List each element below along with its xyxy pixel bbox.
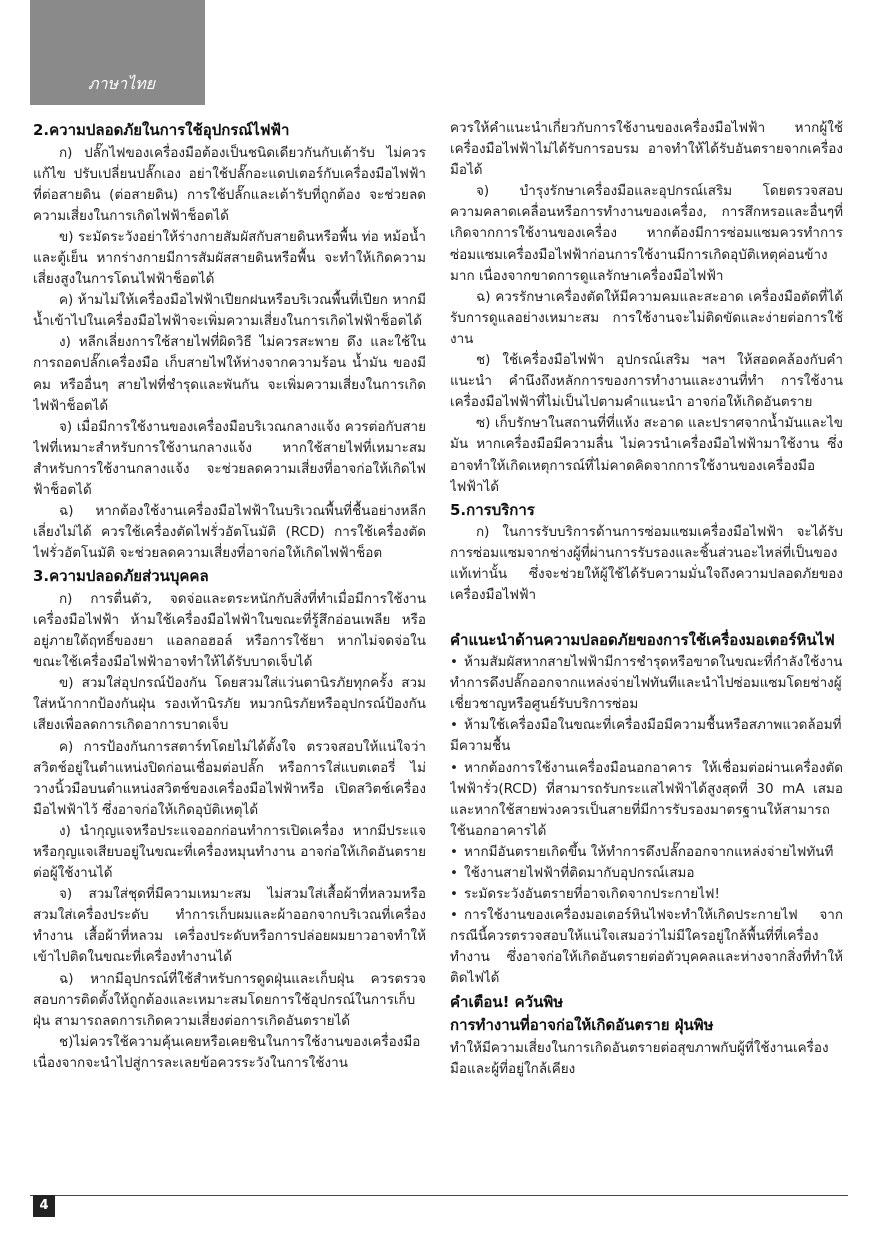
section3-item-d: ง) นำกุญแจหรือประแจออกก่อนทำการเปิดเครื่อง หากมีประแจหรือกุญแจเสียบอยู่ในขณะที่เครื่องหมุนทำงาน อาจก่อให้เกิดอันตรายต่อผู้ใช้งานได้ [33,822,426,882]
section2-item-a: ก) ปลั๊กไฟของเครื่องมือต้องเป็นชนิดเดียวกันกับเต้ารับ ไม่ควรแก้ไข ปรับเปลี่ยนปลั๊กเอง อย่าใช้ปลั๊กอะแดปเตอร์กับเครื่องมือไฟฟ้าที่ต่อสายดิน (ต่อสายดิน) การใช้ปลั๊กและเต้ารับที่ถูกต้อง จะช่วยลดความเสี่ยงในการเกิดไฟฟ้าช็อตได้ [33,144,426,224]
bullet-icon: • [450,865,458,881]
section2-title: 2.ความปลอดภัยในการใช้อุปกรณ์ไฟฟ้า [33,121,290,139]
bullet-item: • ห้ามใช้เครื่องมือในขณะที่เครื่องมือมีความชื้นหรือสภาพแวดล้อมที่มีความชื้น [450,717,842,755]
section5-item-a: ก) ในการรับบริการด้านการซ่อมแซมเครื่องมือไฟฟ้า จะได้รับการซ่อมแซมจากช่างผู้ที่ผ่านการรับรองและชิ้นส่วนอะไหล่ที่เป็นของแท้เท่านั้น ซึ่งจะช่วยให้ผู้ใช้ได้รับความมั่นใจถึงความปลอดภัยของเครื่องมือไฟฟ้า [450,524,843,604]
section2-item-c: ค) ห้ามไม่ให้เครื่องมือไฟฟ้าเปียกฝนหรือบริเวณพื้นที่เปียก หากมีน้ำเข้าไปในเครื่องมือไฟฟ้าจะเพิ่มความเสี่ยงในการเกิดไฟฟ้าช็อตได้ [33,292,426,330]
section4-item-h: ซ) เก็บรักษาในสถานที่ที่แห้ง สะอาด และปราศจากน้ำมันและไขมัน หากเครื่องมือมีความลื่น ไม่ควรนำเครื่องมือไฟฟ้ามาใช้งาน ซึ่งอาจทำให้เกิดเหตุการณ์ที่ไม่คาดคิดจากการใช้งานของเครื่องมือไฟฟ้าได้ [450,415,843,495]
section2-item-d: ง) หลีกเลี่ยงการใช้สายไฟที่ผิดวิธี ไม่ควรสะพาย ดึง และใช้ในการถอดปลั๊กเครื่องมือ เก็บสายไฟให้ห่างจากความร้อน น้ำมัน ของมีคม หรืออื่นๆ สายไฟที่ชำรุดและพันกัน จะเพิ่มความเสี่ยงในการเกิดไฟฟ้าช็อตได้ [33,334,426,414]
bullet-item: • หากมีอันตรายเกิดขึ้น ให้ทำการดึงปลั๊กออกจากแหล่งจ่ายไฟทันที [450,842,843,863]
bullet-icon: • [450,907,458,924]
hazard-text: ทำให้มีความเสี่ยงในการเกิดอันตรายต่อสุขภาพกับผู้ที่ใช้งานเครื่องมือและผู้ที่อยู่ใกล้เคียง [450,1039,829,1077]
section3-item-c: ค) การป้องกันการสตาร์ทโดยไม่ได้ตั้งใจ ตรวจสอบให้แน่ใจว่าสวิตช์อยู่ในตำแหน่งปิดก่อนเชื่อมต่อปลั๊ก หรือการใส่แบตเตอรี่ ไม่วางนิ้วมือบนตำแหน่งสวิตช์ของเครื่องมือไฟฟ้าหรือ เปิดสวิตช์เครื่องมือไฟฟ้าไว้ ซึ่งอาจก่อให้เกิดอุบัติเหตุได้ [33,738,426,818]
bullet-icon: • [450,717,458,734]
section4-item-g: ช) ใช้เครื่องมือไฟฟ้า อุปกรณ์เสริม ฯลฯ ให้สอดคล้องกับคำแนะนำ คำนึงถึงหลักการของการทำงานและงานที่ทำ การใช้งานเครื่องมือไฟฟ้าที่ไม่เป็นไปตามคำแนะนำ อาจก่อให้เกิดอันตราย [450,352,843,411]
bullet-icon: • [450,886,458,903]
warning-title: คำเตือน! ควันพิษ [450,992,564,1011]
section4-item-e: จ) บำรุงรักษาเครื่องมือและอุปกรณ์เสริม โดยตรวจสอบความคลาดเคลื่อนหรือการทำงานของเครื่อง, การสึกหรอและอื่นๆที่เกิดจากการใช้งานของเครื่อง หากต้องมีการซ่อมแซมควรทำการซ่อมแซมเครื่องมือไฟฟ้าก่อนการใช้งานมีการเกิดอุบัติเหตุค่อนข้างมาก เนื่องจากขาดการดูแลรักษาเครื่องมือไฟฟ้า [450,183,843,284]
section4-item-f: ฉ) ควรรักษาเครื่องตัดให้มีความคมและสะอาด เครื่องมือตัดที่ได้รับการดูแลอย่างเหมาะสม การใช้งานจะไม่ติดขัดและง่ายต่อการใช้งาน [450,288,843,347]
grinder-safety-title: คำแนะนำด้านความปลอดภัยของการใช้เครื่องมอเตอร์หินไฟ [450,630,835,649]
bullet-item: • ใช้งานสายไฟฟ้าที่ติดมากับอุปกรณ์เสมอ [450,863,843,884]
section3-title: 3.ความปลอดภัยส่วนบุคคล [33,567,209,586]
section2-item-b: ข) ระมัดระวังอย่าให้ร่างกายสัมผัสกับสายดินหรือพื้น ท่อ หม้อน้ำ และตู้เย็น หากร่างกายมีการสัมผัสสายดินหรือพื้น จะทำให้เกิดความเสี่ยงสูงในการโดนไฟฟ้าช็อตได้ [33,228,426,288]
continued-paragraph: ควรให้คำแนะนำเกี่ยวกับการใช้งานของเครื่องมือไฟฟ้า หากผู้ใช้เครื่องมือไฟฟ้าไม่ได้รับการอบรม อาจทำให้ได้รับอันตรายจากเครื่องมือได้ [450,120,843,179]
left-column [33,118,426,1158]
language-tab [30,0,205,105]
spacer [450,607,843,628]
language-label: ภาษาไทย [88,74,156,93]
section5-title: 5.การบริการ [450,500,535,519]
hazard-title: การทำงานที่อาจก่อให้เกิดอันตราย ฝุ่นพิษ [450,1016,714,1035]
bullet-item: • ระมัดระวังอันตรายที่อาจเกิดจากประกายไฟ! [450,884,843,905]
right-column [450,118,843,1158]
bullet-icon: • [450,759,458,776]
section3-item-e: จ) สวมใส่ชุดที่มีความเหมาะสม ไม่สวมใส่เสื้อผ้าที่หลวมหรือสวมใส่เครื่องประดับ ทำการเก็บผมและผ้าออกจากบริเวณที่เครื่องทำงาน เสื้อผ้าที่หลวม เครื่องประดับหรือการปล่อยผมยาวอาจทำให้เข้าไปติดในขณะที่เครื่องทำงานได้ [33,886,426,966]
section3-item-g: ช)ไม่ควรใช้ความคุ้นเคยหรือเคยชินในการใช้งานของเครื่องมือ เนื่องจากจะนำไปสู่การละเลยข้อควรระวังในการใช้งาน [33,1033,421,1071]
section3-item-b: ข) สวมใส่อุปกรณ์ป้องกัน โดยสวมใส่แว่นตานิรภัยทุกครั้ง สวมใส่หน้ากากป้องกันฝุ่น รองเท้านิรภัย หมวกนิรภัยหรืออุปกรณ์ป้องกันเสียงเพื่อลดการเกิดอาการบาดเจ็บ [33,675,426,734]
bullet-icon: • [450,843,458,860]
bullet-item: • การใช้งานของเครื่องมอเตอร์หินไฟจะทำให้เกิดประกายไฟ จากกรณีนี้ควรตรวจสอบให้แน่ใจเสมอว่าไม่มีใครอยู่ใกล้พื้นที่ที่เครื่องทำงาน ซึ่งอาจก่อให้เกิดอันตรายต่อตัวบุคคลและห่างจากสิ่งที่ทำให้ติดไฟได้ [450,907,843,987]
section3-item-a: ก) การตื่นตัว, จดจ่อและตระหนักกับสิ่งที่ทำเมื่อมีการใช้งานเครื่องมือไฟฟ้า ห้ามใช้เครื่องมือไฟฟ้าในขณะที่รู้สึกอ่อนเพลีย หรืออยู่ภายใต้ฤทธิ์ของยา แอลกอฮอล์ หรือการใช้ยา หากไม่จดจ่อในขณะใช้เครื่องมือไฟฟ้าอาจทำให้ได้รับบาดเจ็บได้ [33,590,426,671]
bullet-item: • หากต้องการใช้งานเครื่องมือนอกอาคาร ให้เชื่อมต่อผ่านเครื่องตัดไฟฟ้ารั่ว(RCD) ที่สามารถรับกระแสไฟฟ้าได้สูงสุดที่ 30 mA เสมอ และหากใช้สายพ่วงควรเป็นสายที่มีการรับรองมาตรฐานให้สามารถใช้นอกอาคารได้ [450,759,843,839]
section2-item-f: ฉ) หากต้องใช้งานเครื่องมือไฟฟ้าในบริเวณพื้นที่ชื้นอย่างหลีกเลี่ยงไม่ได้ ควรใช้เครื่องตัดไฟรั่วอัตโนมัติ (RCD) การใช้เครื่องตัดไฟรั่วอัตโนมัติ จะช่วยลดความเสี่ยงที่อาจก่อให้เกิดไฟฟ้าช็อต [33,503,426,562]
bullet-item: • ห้ามสัมผัสหากสายไฟฟ้ามีการชำรุดหรือขาดในขณะที่กำลังใช้งาน ทำการดึงปลั๊กออกจากแหล่งจ่ายไฟทันทีและนำไปซ่อมแซมโดยช่างผู้เชี่ยวชาญหรือศูนย์รับบริการซ่อม [450,654,843,713]
section3-item-f: ฉ) หากมีอุปกรณ์ที่ใช้สำหรับการดูดฝุ่นและเก็บฝุ่น ควรตรวจสอบการติดตั้งให้ถูกต้องและเหมาะสมโดยการใช้อุปกรณ์ในการเก็บฝุ่น สามารถลดการเกิดความเสี่ยงต่อการเกิดอันตรายได้ [33,970,426,1029]
section2-item-e: จ) เมื่อมีการใช้งานของเครื่องมือบริเวณกลางแจ้ง ควรต่อกับสายไฟที่เหมาะสำหรับการใช้งานกลางแจ้ง หากใช้สายไฟที่เหมาะสมสำหรับการใช้งานกลางแจ้ง จะช่วยลดความเสี่ยงที่อาจก่อให้เกิดไฟฟ้าช็อตได้ [33,418,426,498]
footer-divider [30,1195,848,1196]
page-number: 4 [33,1195,55,1217]
bullet-icon: • [450,654,458,671]
